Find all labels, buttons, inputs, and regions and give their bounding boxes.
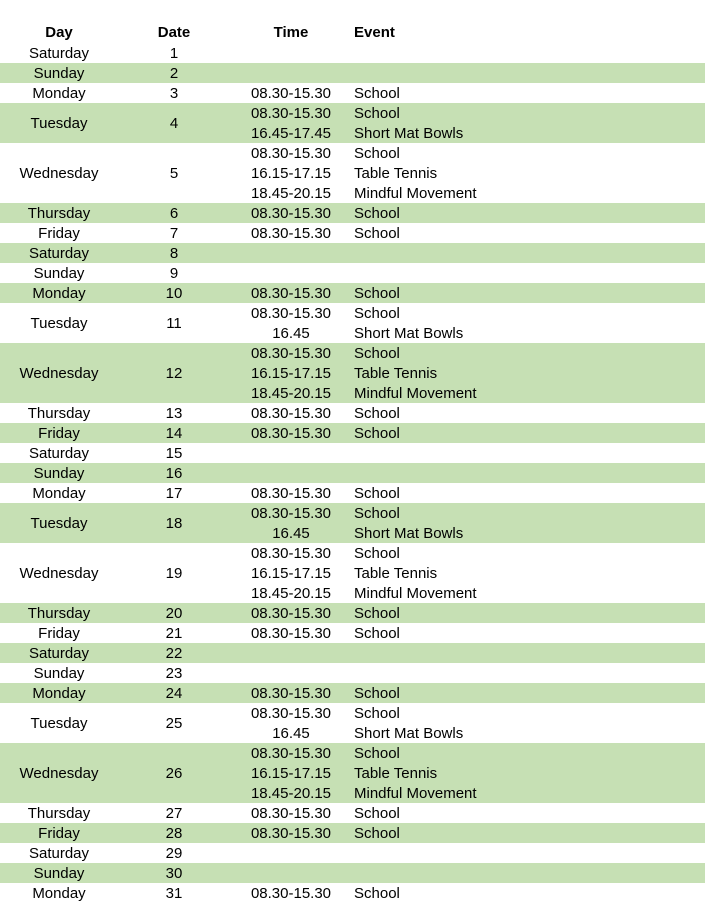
day-row: [0, 623, 705, 643]
event-line: [0, 703, 705, 723]
event-line: [0, 143, 705, 163]
event-name: School: [354, 304, 400, 322]
day-date: 21: [165, 624, 183, 642]
event-time: 08.30-15.30: [250, 304, 332, 322]
day-date: 12: [165, 364, 183, 382]
day-name: Friday: [38, 424, 80, 442]
event-name: School: [354, 744, 400, 762]
event-time: 16.45: [272, 724, 310, 742]
event-line: [0, 223, 705, 243]
event-line: [0, 423, 705, 443]
day-row: [0, 543, 705, 603]
day-row: [0, 463, 705, 483]
day-row: [0, 63, 705, 83]
header-event: Event: [354, 23, 395, 41]
event-time: 18.45-20.15: [250, 584, 332, 602]
day-name: Tuesday: [30, 514, 88, 532]
day-row: [0, 823, 705, 843]
day-date: 24: [165, 684, 183, 702]
event-name: School: [354, 824, 400, 842]
day-date: 8: [169, 244, 179, 262]
event-name: School: [354, 204, 400, 222]
event-time: 18.45-20.15: [250, 784, 332, 802]
day-name: Thursday: [27, 204, 91, 222]
event-time: 08.30-15.30: [250, 544, 332, 562]
event-line: [0, 163, 705, 183]
day-date: 11: [166, 314, 182, 332]
day-name: Monday: [32, 484, 86, 502]
day-row: [0, 683, 705, 703]
day-row: [0, 883, 705, 903]
event-time: 08.30-15.30: [250, 84, 332, 102]
day-row: [0, 403, 705, 423]
event-line: [0, 623, 705, 643]
event-line: [0, 603, 705, 623]
day-name: Monday: [32, 884, 86, 902]
event-line: [0, 103, 705, 123]
day-name: Thursday: [27, 604, 91, 622]
day-date: 9: [169, 264, 179, 282]
event-time: 08.30-15.30: [250, 884, 332, 902]
day-row: [0, 43, 705, 63]
event-time: 08.30-15.30: [250, 284, 332, 302]
day-date: 13: [165, 404, 183, 422]
header-time: Time: [273, 23, 309, 41]
day-name: Tuesday: [30, 114, 88, 132]
day-row: [0, 703, 705, 743]
event-time: 08.30-15.30: [250, 704, 332, 722]
event-name: School: [354, 544, 400, 562]
day-date: 20: [165, 604, 183, 622]
event-time: 08.30-15.30: [250, 744, 332, 762]
event-line: [0, 583, 705, 603]
event-line: [0, 783, 705, 803]
event-name: School: [354, 104, 400, 122]
day-name: Wednesday: [19, 764, 99, 782]
event-time: 08.30-15.30: [250, 684, 332, 702]
day-date: 6: [169, 204, 179, 222]
day-date: 10: [165, 284, 183, 302]
day-name: Monday: [32, 84, 86, 102]
day-date: 15: [165, 444, 183, 462]
day-row: [0, 283, 705, 303]
day-date: 27: [165, 804, 183, 822]
day-date: 22: [165, 644, 183, 662]
event-line: [0, 363, 705, 383]
event-line: [0, 483, 705, 503]
day-date: 28: [165, 824, 183, 842]
event-name: School: [354, 344, 400, 362]
event-name: Table Tennis: [354, 764, 438, 782]
day-name: Tuesday: [30, 714, 88, 732]
day-row: [0, 443, 705, 463]
day-row: [0, 843, 705, 863]
day-name: Sunday: [33, 264, 85, 282]
event-time: 18.45-20.15: [250, 384, 332, 402]
event-line: [0, 523, 705, 543]
event-line: [0, 883, 705, 903]
event-time: 08.30-15.30: [250, 224, 332, 242]
event-line: [0, 283, 705, 303]
day-row: [0, 103, 705, 143]
day-row: [0, 263, 705, 283]
day-date: 17: [165, 484, 183, 502]
event-name: School: [354, 884, 400, 902]
event-time: 16.15-17.15: [250, 164, 332, 182]
event-line: [0, 503, 705, 523]
header-day: Day: [45, 23, 73, 41]
day-name: Friday: [38, 824, 80, 842]
event-time: 08.30-15.30: [250, 344, 332, 362]
day-date: 30: [165, 864, 183, 882]
day-name: Sunday: [33, 64, 85, 82]
event-name: School: [354, 224, 400, 242]
event-time: 16.15-17.15: [250, 564, 332, 582]
day-date: 18: [165, 514, 183, 532]
day-row: [0, 803, 705, 823]
event-line: [0, 763, 705, 783]
event-time: 08.30-15.30: [250, 604, 332, 622]
event-name: Table Tennis: [354, 564, 438, 582]
event-name: Mindful Movement: [354, 784, 477, 802]
day-row: [0, 143, 705, 203]
day-name: Monday: [32, 284, 86, 302]
day-row: [0, 503, 705, 543]
event-time: 08.30-15.30: [250, 804, 332, 822]
event-time: 16.15-17.15: [250, 364, 332, 382]
day-date: 3: [169, 84, 179, 102]
event-time: 08.30-15.30: [250, 504, 332, 522]
event-line: [0, 743, 705, 763]
event-time: 08.30-15.30: [250, 424, 332, 442]
event-line: [0, 803, 705, 823]
event-time: 08.30-15.30: [250, 404, 332, 422]
event-name: Mindful Movement: [354, 184, 477, 202]
event-name: School: [354, 704, 400, 722]
day-row: [0, 223, 705, 243]
event-time: 08.30-15.30: [250, 484, 332, 502]
event-name: School: [354, 404, 400, 422]
event-time: 16.45: [272, 324, 310, 342]
day-name: Thursday: [27, 404, 91, 422]
event-line: [0, 83, 705, 103]
day-name: Friday: [38, 624, 80, 642]
event-time: 16.45: [272, 524, 310, 542]
event-name: School: [354, 804, 400, 822]
day-date: 14: [165, 424, 183, 442]
event-line: [0, 303, 705, 323]
day-name: Saturday: [28, 244, 90, 262]
event-name: Short Mat Bowls: [354, 524, 464, 542]
day-name: Saturday: [28, 44, 90, 62]
event-name: School: [354, 484, 400, 502]
event-line: [0, 383, 705, 403]
event-time: 16.45-17.45: [250, 124, 332, 142]
event-time: 18.45-20.15: [250, 184, 332, 202]
day-name: Sunday: [33, 864, 85, 882]
event-name: School: [354, 684, 400, 702]
day-row: [0, 203, 705, 223]
event-name: Short Mat Bowls: [354, 724, 464, 742]
day-name: Wednesday: [19, 564, 99, 582]
day-name: Saturday: [28, 644, 90, 662]
day-name: Monday: [32, 684, 86, 702]
event-line: [0, 683, 705, 703]
event-line: [0, 203, 705, 223]
event-line: [0, 723, 705, 743]
day-row: [0, 743, 705, 803]
event-line: [0, 543, 705, 563]
event-line: [0, 403, 705, 423]
event-line: [0, 563, 705, 583]
event-time: 08.30-15.30: [250, 104, 332, 122]
day-row: [0, 863, 705, 883]
event-name: Mindful Movement: [354, 384, 477, 402]
day-name: Wednesday: [19, 364, 99, 382]
day-row: [0, 303, 705, 343]
event-name: Short Mat Bowls: [354, 324, 464, 342]
day-row: [0, 663, 705, 683]
event-line: [0, 183, 705, 203]
event-name: School: [354, 84, 400, 102]
day-date: 7: [169, 224, 179, 242]
event-name: School: [354, 424, 400, 442]
event-name: School: [354, 144, 400, 162]
day-date: 5: [169, 164, 179, 182]
day-date: 2: [169, 64, 179, 82]
event-name: Table Tennis: [354, 164, 438, 182]
day-date: 31: [165, 884, 183, 902]
event-line: [0, 323, 705, 343]
day-row: [0, 243, 705, 263]
event-name: Table Tennis: [354, 364, 438, 382]
day-row: [0, 603, 705, 623]
event-name: School: [354, 284, 400, 302]
day-row: [0, 643, 705, 663]
header-date: Date: [157, 23, 191, 41]
event-time: 08.30-15.30: [250, 824, 332, 842]
day-row: [0, 483, 705, 503]
day-name: Saturday: [28, 844, 90, 862]
event-line: [0, 343, 705, 363]
day-date: 26: [165, 764, 183, 782]
day-date: 25: [165, 714, 183, 732]
day-name: Wednesday: [19, 164, 99, 182]
event-time: 16.15-17.15: [250, 764, 332, 782]
day-name: Sunday: [33, 664, 85, 682]
day-row: [0, 343, 705, 403]
event-time: 08.30-15.30: [250, 624, 332, 642]
day-name: Sunday: [33, 464, 85, 482]
event-name: School: [354, 504, 400, 522]
day-date: 4: [169, 114, 179, 132]
event-name: School: [354, 624, 400, 642]
event-line: [0, 823, 705, 843]
day-row: [0, 423, 705, 443]
day-date: 23: [165, 664, 183, 682]
day-date: 19: [165, 564, 183, 582]
day-name: Friday: [38, 224, 80, 242]
day-date: 29: [165, 844, 183, 862]
event-time: 08.30-15.30: [250, 144, 332, 162]
event-name: Short Mat Bowls: [354, 124, 464, 142]
day-date: 16: [165, 464, 183, 482]
event-time: 08.30-15.30: [250, 204, 332, 222]
event-name: Mindful Movement: [354, 584, 477, 602]
header-row: [0, 22, 705, 42]
day-row: [0, 83, 705, 103]
event-line: [0, 123, 705, 143]
day-name: Saturday: [28, 444, 90, 462]
day-name: Thursday: [27, 804, 91, 822]
day-name: Tuesday: [30, 314, 88, 332]
day-date: 1: [169, 44, 179, 62]
event-name: School: [354, 604, 400, 622]
